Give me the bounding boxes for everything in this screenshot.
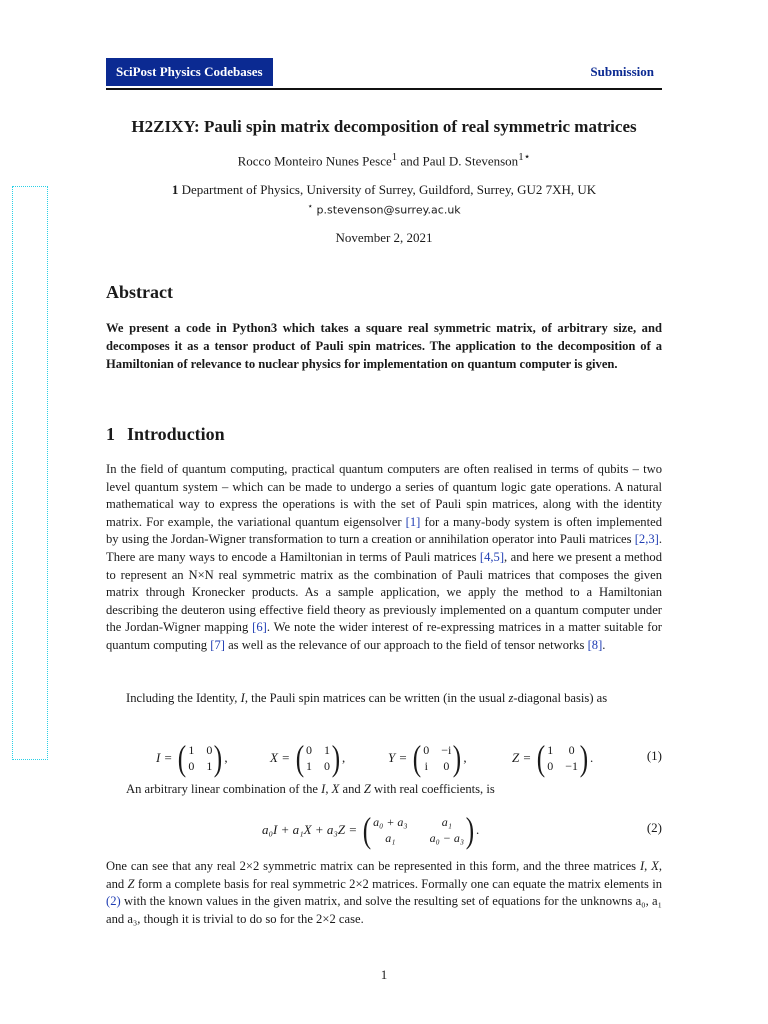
combination-matrix bbox=[262, 810, 479, 850]
left-paren: ( bbox=[537, 738, 546, 778]
affiliation-number: 1 bbox=[171, 182, 179, 197]
right-paren: ) bbox=[453, 738, 462, 778]
matrix-lhs: Z = bbox=[512, 750, 532, 765]
matrix-y bbox=[388, 738, 467, 778]
citation-link[interactable]: [1] bbox=[405, 514, 421, 529]
affiliation-text: Department of Physics, University of Surrey, Guildford, Surrey, GU2 7XH, UK bbox=[178, 182, 597, 197]
paragraph bbox=[106, 461, 662, 655]
matrix-cell: 1 bbox=[206, 759, 213, 773]
matrix-cell: 0 bbox=[188, 759, 195, 773]
email-star: ⋆ bbox=[307, 201, 314, 212]
right-paren: ) bbox=[214, 738, 223, 778]
right-paren: ) bbox=[465, 810, 475, 850]
section-heading bbox=[106, 424, 225, 445]
citation-link[interactable]: [4,5] bbox=[479, 549, 505, 564]
matrix-identity bbox=[156, 738, 228, 778]
author-name: Rocco Monteiro Nunes Pesce bbox=[237, 153, 392, 169]
text-run: with real coefficients, is bbox=[370, 782, 495, 796]
journal-header bbox=[106, 58, 662, 90]
matrix-grid bbox=[423, 742, 451, 774]
left-paren: ( bbox=[295, 738, 305, 778]
text-run: One can see that any real 2×2 symmetric matrix can be represented in this form, and the three matrices bbox=[106, 859, 640, 873]
paragraph bbox=[106, 690, 662, 708]
matrix-grid bbox=[547, 742, 578, 774]
text-run: for a many-body system is often implemented by using the Jordan-Wigner transformation to turn a creation or annihilation operator into Pauli matrices bbox=[106, 514, 662, 547]
period: . bbox=[476, 822, 480, 837]
affiliation bbox=[106, 182, 662, 198]
matrix-cell: 1 bbox=[188, 743, 195, 757]
text-run: , bbox=[644, 859, 652, 873]
math-var: I bbox=[639, 859, 645, 873]
text-run: form a complete basis for real symmetric 2×2 matrices. Formally one can equate the matrix elements in bbox=[134, 876, 662, 891]
comma: , bbox=[224, 750, 228, 765]
text-run: In the field of quantum computing, practical quantum computers are often realised in terms of qubits – two level quantum system – which can be made to undergo a series of quantum logic gate operations. A natural mathematical way to express the operations is with the set of Pauli spin matrices, along with the identity matrix. For example, the variational quantum eigensolver bbox=[106, 462, 662, 529]
matrix-lhs: I = bbox=[156, 750, 173, 765]
text-run: -diagonal basis) as bbox=[513, 691, 608, 705]
matrix-lhs: X = bbox=[270, 750, 290, 765]
math-var: I bbox=[240, 691, 245, 705]
right-paren: ) bbox=[579, 738, 589, 778]
left-paren: ( bbox=[178, 738, 187, 778]
comma: , bbox=[341, 750, 346, 765]
matrix-cell: 1 bbox=[323, 743, 330, 757]
math-var: Z bbox=[127, 876, 135, 891]
citation-link[interactable]: [8] bbox=[587, 637, 603, 652]
equation-pauli-matrices bbox=[106, 738, 662, 778]
email-address[interactable]: p.stevenson@surrey.ac.uk bbox=[316, 203, 461, 217]
math-var: z bbox=[508, 691, 514, 705]
text-run: , and bbox=[106, 859, 663, 891]
submission-label: Submission bbox=[590, 64, 654, 79]
matrix-cell: 0 bbox=[323, 759, 330, 773]
matrix-x bbox=[270, 738, 345, 778]
author-affil-mark: 1⋆ bbox=[518, 151, 531, 163]
author-conjunction: and bbox=[397, 153, 423, 169]
period: . bbox=[590, 750, 594, 765]
author-name: Paul D. Stevenson bbox=[422, 153, 519, 169]
matrix-cell: a₁ bbox=[441, 815, 452, 829]
matrix-grid bbox=[188, 742, 212, 774]
equation-linear-combination bbox=[106, 810, 662, 850]
abstract-text: We present a code in Python3 which takes a square real symmetric matrix, of arbitrary size, and decomposes it as a tensor product of Pauli spin matrices. The application to the decomposition of a Hamiltonian of relevance to nuclear physics for implementation on quantum computer is given. bbox=[106, 321, 662, 371]
matrix-cell: a₀ − a₃ bbox=[429, 831, 465, 845]
matrix-z bbox=[512, 738, 593, 778]
text-run: Including the Identity, bbox=[126, 691, 241, 705]
math-var: I bbox=[321, 782, 326, 796]
matrix-cell: 0 bbox=[206, 743, 213, 757]
section-number: 1 bbox=[106, 424, 115, 444]
left-paren: ( bbox=[362, 810, 372, 850]
matrix-cell: −1 bbox=[565, 759, 579, 773]
text-run: , bbox=[325, 782, 332, 796]
matrix-grid bbox=[373, 814, 464, 846]
paper-date: November 2, 2021 bbox=[335, 230, 433, 245]
text-run: with the known values in the given matrix, and solve the resulting set of equations for the unknowns a₀, a₁ and a₃, though it is trivial to do so for the 2×2 case. bbox=[106, 894, 662, 926]
section-title: Introduction bbox=[127, 424, 225, 444]
matrix-grid bbox=[306, 742, 330, 774]
paragraph bbox=[106, 858, 662, 928]
paper-title: H2ZIXY: Pauli spin matrix decomposition of real symmetric matrices bbox=[131, 117, 637, 136]
text-run: as well as the relevance of our approach to the field of tensor networks bbox=[224, 637, 588, 652]
text-run: , the Pauli spin matrices can be written (in the usual bbox=[244, 691, 509, 705]
text-run: . We note the wider interest of re-expressing matrices in a matter suitable for quantum computing bbox=[106, 620, 662, 652]
comma: , bbox=[463, 750, 467, 765]
equation-lhs: a₀I + a₁X + a₃Z = bbox=[262, 822, 358, 837]
journal-badge: SciPost Physics Codebases bbox=[106, 58, 273, 86]
corresponding-email bbox=[106, 201, 662, 217]
text-run: . bbox=[602, 637, 606, 652]
equation-number: (2) bbox=[646, 820, 662, 835]
text-run: and bbox=[339, 782, 364, 796]
left-paren: ( bbox=[413, 738, 422, 778]
matrix-cell: 1 bbox=[305, 759, 312, 773]
paragraph bbox=[106, 781, 662, 799]
page-number: 1 bbox=[380, 967, 388, 982]
equation-number: (1) bbox=[646, 748, 662, 763]
text-run: An arbitrary linear combination of the bbox=[126, 782, 322, 796]
citation-link[interactable]: [6] bbox=[252, 620, 267, 635]
right-paren: ) bbox=[331, 738, 341, 778]
math-var: X bbox=[331, 782, 340, 796]
matrix-cell: a₁ bbox=[385, 831, 396, 845]
math-var: X bbox=[651, 859, 659, 873]
matrix-cell: 0 bbox=[443, 759, 450, 773]
matrix-cell: 0 bbox=[568, 743, 575, 757]
matrix-cell: a₀ + a₃ bbox=[373, 815, 408, 829]
matrix-cell: −i bbox=[441, 743, 452, 757]
text-run: , and here we present a method to represent an N×N real symmetric matrix as the combination of Pauli matrices that composes the given matrix through Kronecker products. As a sample application, we apply the method to a Hamiltonian describing the deuteron using effective field theory as previously implemented on a quantum computer under the Jordan-Wigner mapping bbox=[106, 549, 662, 635]
matrix-cell: 0 bbox=[547, 759, 554, 773]
author-affil-mark: 1 bbox=[391, 151, 398, 163]
matrix-cell: 1 bbox=[547, 743, 554, 757]
math-var: Z bbox=[363, 782, 371, 796]
matrix-cell: 0 bbox=[305, 743, 312, 757]
equation-ref-link[interactable]: (2) bbox=[106, 894, 121, 909]
citation-link[interactable]: [7] bbox=[210, 637, 225, 652]
citation-link[interactable]: [2,3] bbox=[634, 532, 659, 547]
author-list bbox=[106, 150, 662, 169]
abstract-heading: Abstract bbox=[106, 282, 173, 302]
text-run: . There are many ways to encode a Hamiltonian in terms of Pauli matrices bbox=[106, 532, 662, 564]
matrix-cell: 0 bbox=[423, 743, 430, 757]
line-number-margin bbox=[12, 186, 48, 760]
matrix-lhs: Y = bbox=[388, 750, 408, 765]
matrix-cell: i bbox=[424, 759, 428, 773]
